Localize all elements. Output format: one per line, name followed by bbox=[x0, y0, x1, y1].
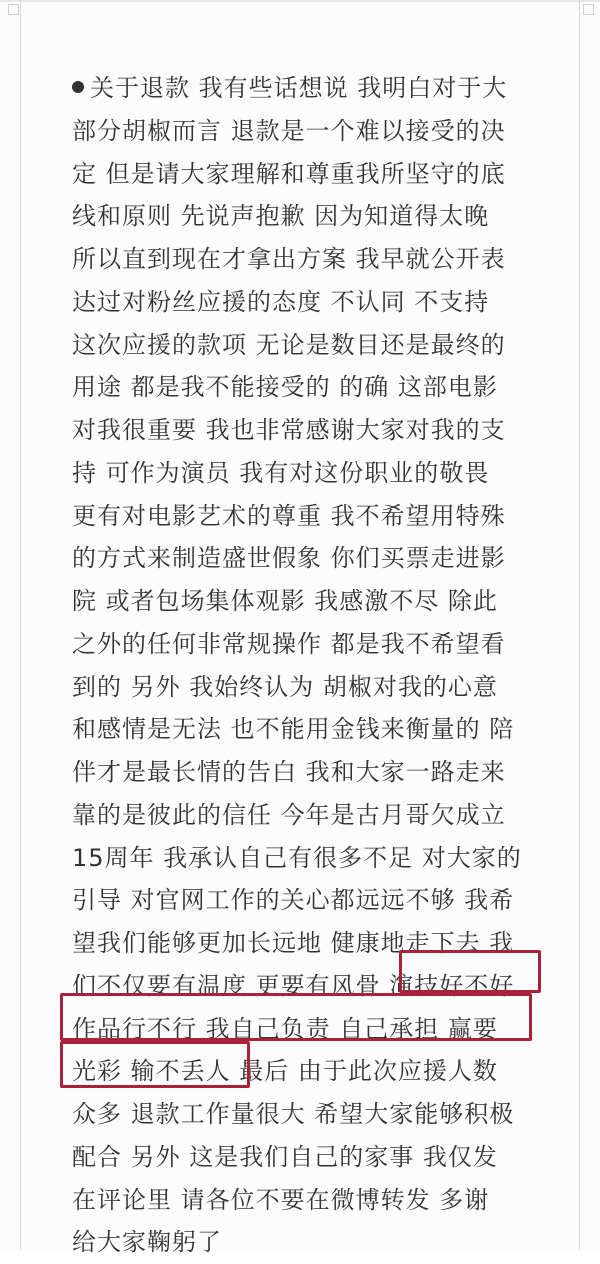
text-line: 部分胡椒而言 退款是一个难以接受的决 bbox=[72, 116, 506, 145]
text-line: 的方式来制造盛世假象 你们买票走进影 bbox=[72, 544, 506, 573]
text-line: 这次应援的款项 无论是数目还是最终的 bbox=[72, 330, 506, 359]
text-line: 之外的任何非常规操作 都是我不希望看 bbox=[72, 629, 506, 658]
text-line: 定 但是请大家理解和尊重我所坚守的底 bbox=[72, 159, 506, 188]
text-line: 配合 另外 这是我们自己的家事 我仅发 bbox=[72, 1142, 498, 1171]
text-line: 对我很重要 我也非常感谢大家对我的支 bbox=[72, 416, 506, 444]
text-line: 更有对电影艺术的尊重 我不希望用特殊 bbox=[72, 501, 506, 530]
statement-text bbox=[72, 67, 542, 1264]
text-line: 用途 都是我不能接受的 的确 这部电影 bbox=[72, 373, 498, 402]
text-line: 和感情是无法 也不能用金钱来衡量的 陪 bbox=[72, 715, 515, 744]
frame-right-border bbox=[579, 0, 580, 1250]
text-line: 引导 对官网工作的关心都远远不够 我希 bbox=[72, 886, 515, 915]
text-line: 在评论里 请各位不要在微博转发 多谢 bbox=[72, 1185, 490, 1214]
text-line: 给大家鞠躬了 bbox=[72, 1228, 222, 1257]
text-line: 持 可作为演员 我有对这份职业的敬畏 bbox=[72, 458, 490, 487]
text-line: 光彩 输不丢人 最后 由于此次应援人数 bbox=[72, 1057, 498, 1086]
text-line: 到的 另外 我始终认为 胡椒对我的心意 bbox=[72, 672, 498, 701]
frame-top-border bbox=[0, 0, 600, 2]
text-line: 达过对粉丝应援的态度 不认同 不支持 bbox=[72, 287, 490, 316]
corner-mark-left bbox=[8, 4, 19, 15]
frame-left-border bbox=[20, 0, 21, 1250]
text-line: 线和原则 先说声抱歉 因为知道得太晚 bbox=[72, 202, 490, 231]
text-line: 所以直到现在才拿出方案 我早就公开表 bbox=[72, 245, 506, 273]
text-line: 15周年 我承认自己有很多不足 对大家的 bbox=[72, 843, 522, 872]
line-text: 关于退款 我有些话想说 我明白对于大 bbox=[90, 74, 508, 102]
text-line: 院 或者包场集体观影 我感激不尽 除此 bbox=[72, 587, 498, 615]
text-line: 靠的是彼此的信任 今年是古月哥欠成立 bbox=[72, 800, 506, 829]
text-line: 们不仅要有温度 更要有风骨 演技好不好 bbox=[72, 971, 515, 1000]
text-line: 众多 退款工作量很大 希望大家能够积极 bbox=[72, 1100, 515, 1128]
corner-mark-right bbox=[583, 4, 594, 15]
text-line: 伴才是最长情的告白 我和大家一路走来 bbox=[72, 758, 506, 786]
text-line: 作品行不行 我自己负责 自己承担 赢要 bbox=[72, 1014, 498, 1043]
text-line: 望我们能够更加长远地 健康地走下去 我 bbox=[72, 929, 515, 957]
bullet-icon bbox=[72, 81, 84, 93]
text-line bbox=[72, 67, 542, 110]
